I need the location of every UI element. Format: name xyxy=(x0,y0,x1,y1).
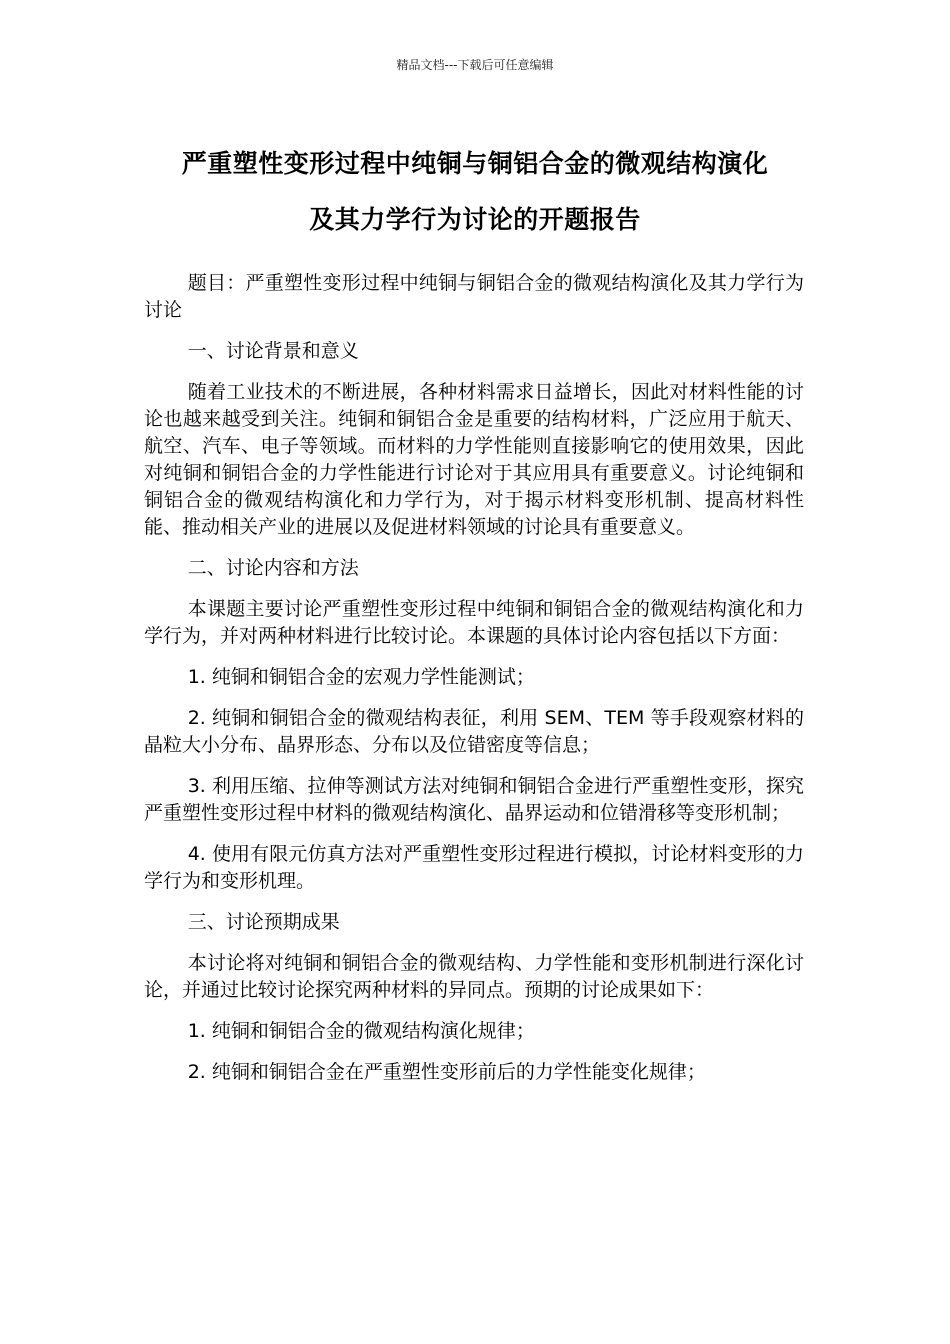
content-item-3: 3. 利用压缩、拉伸等测试方法对纯铜和铜铝合金进行严重塑性变形，探究严重塑性变形过程中材料的微观结构演化、晶界运动和位错滑移等变形机制； xyxy=(144,775,804,824)
expected-results-paragraph: 本讨论将对纯铜和铜铝合金的微观结构、力学性能和变形机制进行深化讨论，并通过比较讨论探究两种材料的异同点。预期的讨论成果如下： xyxy=(144,952,804,1001)
document-title-line-2: 及其力学行为讨论的开题报告 xyxy=(309,205,641,234)
result-item-1: 1. 纯铜和铜铝合金的微观结构演化规律； xyxy=(187,1020,535,1042)
document-title xyxy=(110,136,840,248)
result-item-2: 2. 纯铜和铜铝合金在严重塑性变形前后的力学性能变化规律； xyxy=(187,1061,706,1083)
topic-paragraph: 题目：严重塑性变形过程中纯铜与铜铝合金的微观结构演化及其力学行为讨论 xyxy=(144,272,804,321)
document-title-line-1: 严重塑性变形过程中纯铜与铜铝合金的微观结构演化 xyxy=(181,149,769,178)
section-heading-expected-results: 三、讨论预期成果 xyxy=(187,911,340,933)
content-intro-paragraph: 本课题主要讨论严重塑性变形过程中纯铜和铜铝合金的微观结构演化和力学行为，并对两种材料进行比较讨论。本课题的具体讨论内容包括以下方面： xyxy=(144,598,804,647)
document-body xyxy=(144,270,804,1100)
section-heading-background: 一、讨论背景和意义 xyxy=(187,340,359,362)
section-heading-content-method: 二、讨论内容和方法 xyxy=(187,557,359,579)
page-header-note: 精品文档---下载后可任意编辑 xyxy=(396,58,554,72)
content-item-4: 4. 使用有限元仿真方法对严重塑性变形过程进行模拟，讨论材料变形的力学行为和变形机理。 xyxy=(144,843,804,892)
content-item-1: 1. 纯铜和铜铝合金的宏观力学性能测试； xyxy=(187,666,535,688)
content-item-2: 2. 纯铜和铜铝合金的微观结构表征，利用 SEM、TEM 等手段观察材料的晶粒大小分布、晶界形态、分布以及位错密度等信息； xyxy=(144,707,804,756)
background-paragraph: 随着工业技术的不断进展，各种材料需求日益增长，因此对材料性能的讨论也越来越受到关注。纯铜和铜铝合金是重要的结构材料，广泛应用于航天、航空、汽车、电子等领域。而材料的力学性能则直接影响它的使用效果，因此对纯铜和铜铝合金的力学性能进行讨论对于其应用具有重要意义。讨论纯铜和铜铝合金的微观结构演化和力学行为，对于揭示材料变形机制、提高材料性能、推动相关产业的进展以及促进材料领域的讨论具有重要意义。 xyxy=(144,381,804,538)
